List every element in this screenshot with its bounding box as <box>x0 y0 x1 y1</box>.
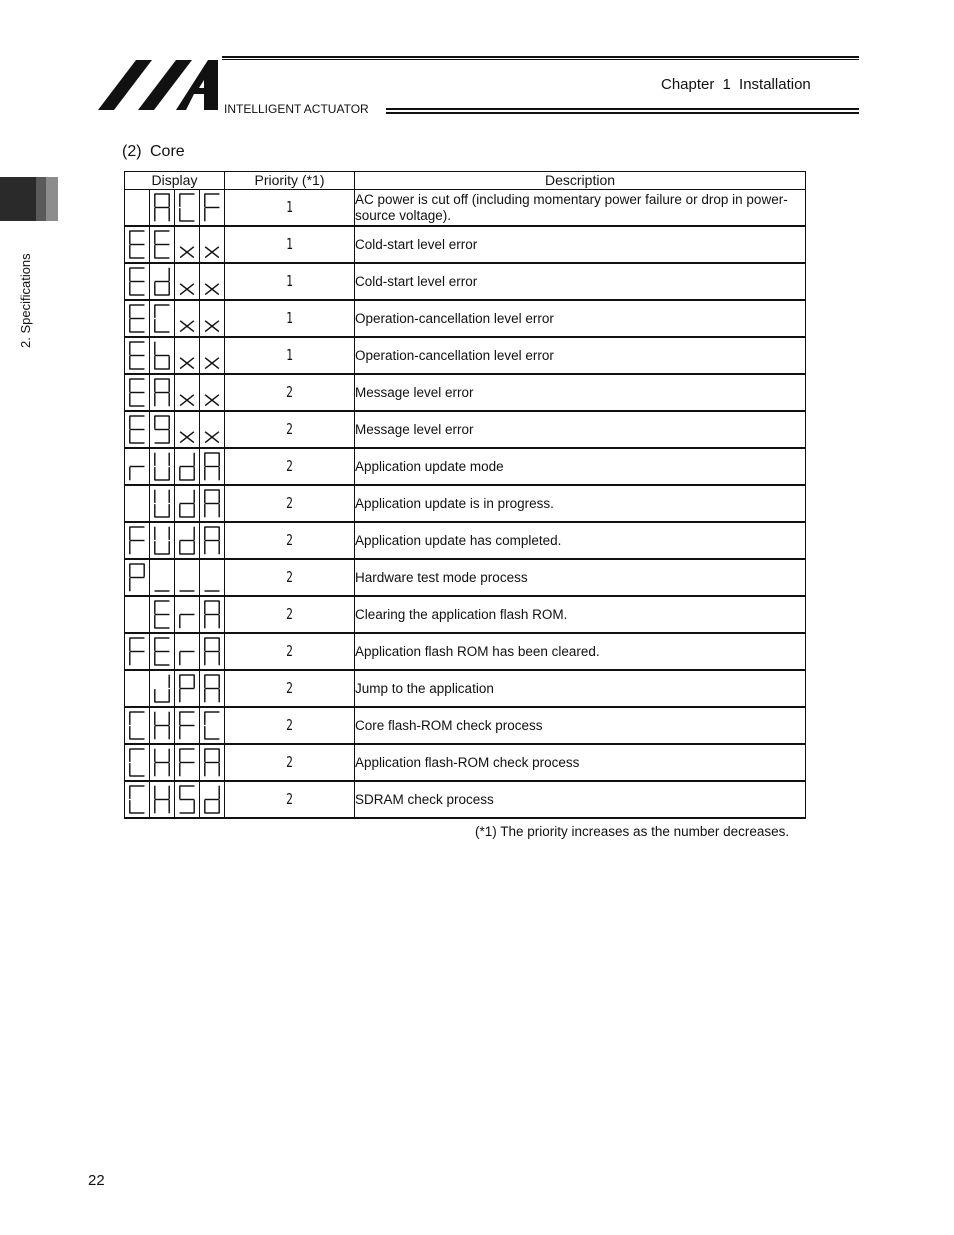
description-cell <box>355 596 806 633</box>
seven-segment-digit <box>128 635 146 668</box>
description-text: AC power is cut off (including momentary power failure or drop in power-source voltage). <box>355 191 788 223</box>
seven-segment-digit <box>128 450 146 483</box>
header-display: Display <box>125 172 225 190</box>
seven-segment-digit <box>128 376 146 409</box>
description-cell <box>355 522 806 559</box>
seven-segment-digit <box>153 487 171 520</box>
description-text: Application update has completed. <box>355 532 562 548</box>
display-digit-cell <box>150 633 175 670</box>
display-digit-cell <box>150 337 175 374</box>
description-text: Cold-start level error <box>355 236 478 252</box>
table-row <box>125 300 806 337</box>
table-row <box>125 374 806 411</box>
seven-segment-digit <box>203 635 221 668</box>
priority-cell <box>225 670 355 707</box>
description-cell <box>355 633 806 670</box>
description-cell <box>355 190 806 227</box>
description-text: Operation-cancellation level error <box>355 347 554 363</box>
seven-segment-digit <box>128 339 146 372</box>
description-text: Application update mode <box>355 458 504 474</box>
table-row <box>125 596 806 633</box>
seven-segment-digit <box>203 561 221 594</box>
display-digit-cell <box>150 300 175 337</box>
header-rule-top <box>222 56 859 60</box>
priority-cell <box>225 411 355 448</box>
display-digit-cell <box>150 485 175 522</box>
display-digit-cell <box>200 485 225 522</box>
description-text: Message level error <box>355 421 474 437</box>
company-name: INTELLIGENT ACTUATOR <box>224 102 369 116</box>
seven-segment-digit <box>203 376 221 409</box>
display-digit-cell <box>150 559 175 596</box>
seven-segment-digit <box>178 524 196 557</box>
display-digit-cell <box>125 448 150 485</box>
table-row <box>125 263 806 300</box>
chapter-side-tab <box>0 177 58 221</box>
display-digit-cell <box>150 226 175 263</box>
description-cell <box>355 374 806 411</box>
priority-value: 1 <box>286 272 293 290</box>
seven-segment-digit <box>203 709 221 742</box>
seven-segment-digit <box>203 265 221 298</box>
priority-value: 1 <box>286 198 293 216</box>
display-digit-cell <box>175 744 200 781</box>
priority-cell <box>225 781 355 818</box>
table-row <box>125 670 806 707</box>
display-digit-cell <box>125 300 150 337</box>
priority-cell <box>225 226 355 263</box>
display-digit-cell <box>150 670 175 707</box>
seven-segment-digit <box>203 302 221 335</box>
seven-segment-digit <box>128 561 146 594</box>
priority-cell <box>225 374 355 411</box>
priority-value: 1 <box>286 346 293 364</box>
display-digit-cell <box>200 633 225 670</box>
seven-segment-digit <box>178 376 196 409</box>
display-digit-cell <box>125 190 150 227</box>
display-digit-cell <box>125 707 150 744</box>
table-row <box>125 707 806 744</box>
page-number: 22 <box>88 1172 105 1189</box>
seven-segment-digit <box>178 709 196 742</box>
seven-segment-digit <box>128 524 146 557</box>
display-digit-cell <box>150 596 175 633</box>
display-digit-cell <box>175 337 200 374</box>
seven-segment-digit <box>153 672 171 705</box>
display-digit-cell <box>125 781 150 818</box>
section-title: (2) Core <box>122 143 185 160</box>
description-text: Hardware test mode process <box>355 569 528 585</box>
display-digit-cell <box>175 559 200 596</box>
priority-value: 2 <box>286 531 293 549</box>
seven-segment-digit <box>178 487 196 520</box>
seven-segment-digit <box>178 561 196 594</box>
priority-value: 2 <box>286 494 293 512</box>
display-digit-cell <box>175 633 200 670</box>
display-digit-cell <box>175 448 200 485</box>
priority-value: 2 <box>286 420 293 438</box>
description-cell <box>355 744 806 781</box>
seven-segment-digit <box>203 228 221 261</box>
seven-segment-digit <box>203 672 221 705</box>
display-digit-cell <box>150 263 175 300</box>
table-row <box>125 226 806 263</box>
display-digit-cell <box>200 670 225 707</box>
seven-segment-digit <box>153 635 171 668</box>
priority-cell <box>225 190 355 227</box>
seven-segment-digit <box>153 302 171 335</box>
display-digit-cell <box>200 263 225 300</box>
priority-cell <box>225 337 355 374</box>
table-row <box>125 448 806 485</box>
priority-cell <box>225 263 355 300</box>
priority-value: 2 <box>286 790 293 808</box>
display-digit-cell <box>200 226 225 263</box>
seven-segment-digit <box>178 450 196 483</box>
description-cell <box>355 337 806 374</box>
display-digit-cell <box>125 670 150 707</box>
priority-cell <box>225 559 355 596</box>
display-digit-cell <box>200 707 225 744</box>
seven-segment-digit <box>178 635 196 668</box>
seven-segment-digit <box>153 191 171 224</box>
description-text: Jump to the application <box>355 680 494 696</box>
display-digit-cell <box>125 522 150 559</box>
display-digit-cell <box>200 522 225 559</box>
seven-segment-digit <box>203 487 221 520</box>
seven-segment-digit <box>128 672 146 705</box>
display-digit-cell <box>125 374 150 411</box>
seven-segment-digit <box>178 783 196 816</box>
display-digit-cell <box>150 744 175 781</box>
priority-value: 2 <box>286 753 293 771</box>
seven-segment-digit <box>153 339 171 372</box>
seven-segment-digit <box>203 598 221 631</box>
priority-value: 2 <box>286 716 293 734</box>
iai-logo <box>96 58 220 112</box>
display-digit-cell <box>125 485 150 522</box>
display-digit-cell <box>175 781 200 818</box>
seven-segment-digit <box>153 783 171 816</box>
priority-cell <box>225 522 355 559</box>
display-digit-cell <box>200 337 225 374</box>
table-row <box>125 411 806 448</box>
table-row <box>125 559 806 596</box>
table-header-row <box>125 172 806 190</box>
priority-cell <box>225 744 355 781</box>
display-digit-cell <box>150 781 175 818</box>
display-digit-cell <box>125 559 150 596</box>
display-digit-cell <box>150 374 175 411</box>
display-digit-cell <box>200 190 225 227</box>
seven-segment-digit <box>178 746 196 779</box>
display-digit-cell <box>200 374 225 411</box>
display-digit-cell <box>125 226 150 263</box>
seven-segment-digit <box>128 302 146 335</box>
description-text: Clearing the application flash ROM. <box>355 606 568 622</box>
seven-segment-digit <box>153 746 171 779</box>
description-text: Application flash ROM has been cleared. <box>355 643 600 659</box>
priority-cell <box>225 448 355 485</box>
description-text: Core flash-ROM check process <box>355 717 543 733</box>
display-digit-cell <box>200 596 225 633</box>
seven-segment-digit <box>128 709 146 742</box>
seven-segment-digit <box>203 746 221 779</box>
seven-segment-digit <box>203 783 221 816</box>
seven-segment-digit <box>153 524 171 557</box>
display-digit-cell <box>150 707 175 744</box>
seven-segment-digit <box>128 265 146 298</box>
seven-segment-digit <box>153 413 171 446</box>
display-digit-cell <box>175 522 200 559</box>
description-text: SDRAM check process <box>355 791 494 807</box>
seven-segment-digit <box>153 709 171 742</box>
seven-segment-digit <box>178 672 196 705</box>
display-digit-cell <box>125 744 150 781</box>
priority-cell <box>225 300 355 337</box>
priority-cell <box>225 596 355 633</box>
seven-segment-digit <box>203 450 221 483</box>
seven-segment-digit <box>153 265 171 298</box>
display-digit-cell <box>125 596 150 633</box>
table-row <box>125 190 806 227</box>
seven-segment-digit <box>153 598 171 631</box>
display-digit-cell <box>175 263 200 300</box>
seven-segment-digit <box>153 561 171 594</box>
seven-segment-digit <box>178 302 196 335</box>
priority-value: 1 <box>286 235 293 253</box>
display-digit-cell <box>125 337 150 374</box>
seven-segment-digit <box>178 191 196 224</box>
description-text: Cold-start level error <box>355 273 478 289</box>
display-digit-cell <box>125 411 150 448</box>
description-cell <box>355 263 806 300</box>
display-digit-cell <box>150 190 175 227</box>
priority-value: 2 <box>286 642 293 660</box>
seven-segment-digit <box>178 265 196 298</box>
description-cell <box>355 411 806 448</box>
display-digit-cell <box>175 485 200 522</box>
display-digit-cell <box>200 781 225 818</box>
side-section-label: 2. Specifications <box>18 253 33 348</box>
priority-value: 1 <box>286 309 293 327</box>
display-digit-cell <box>175 374 200 411</box>
chapter-title: Chapter 1 Installation <box>661 76 811 93</box>
description-cell <box>355 226 806 263</box>
core-display-table <box>124 171 806 819</box>
table-row <box>125 337 806 374</box>
display-digit-cell <box>175 670 200 707</box>
table-row <box>125 744 806 781</box>
priority-value: 2 <box>286 679 293 697</box>
seven-segment-digit <box>203 413 221 446</box>
display-digit-cell <box>200 300 225 337</box>
seven-segment-digit <box>128 228 146 261</box>
priority-value: 2 <box>286 457 293 475</box>
seven-segment-digit <box>128 598 146 631</box>
description-cell <box>355 707 806 744</box>
display-digit-cell <box>150 448 175 485</box>
seven-segment-digit <box>178 598 196 631</box>
seven-segment-digit <box>203 339 221 372</box>
description-cell <box>355 485 806 522</box>
display-digit-cell <box>175 190 200 227</box>
display-digit-cell <box>150 411 175 448</box>
display-digit-cell <box>175 300 200 337</box>
seven-segment-digit <box>128 783 146 816</box>
display-digit-cell <box>200 448 225 485</box>
table-row <box>125 485 806 522</box>
priority-cell <box>225 707 355 744</box>
header-priority: Priority (*1) <box>225 172 355 190</box>
seven-segment-digit <box>203 524 221 557</box>
seven-segment-digit <box>203 191 221 224</box>
priority-value: 2 <box>286 605 293 623</box>
description-text: Application update is in progress. <box>355 495 554 511</box>
display-digit-cell <box>200 744 225 781</box>
priority-cell <box>225 485 355 522</box>
display-digit-cell <box>175 226 200 263</box>
seven-segment-digit <box>128 746 146 779</box>
seven-segment-digit <box>128 487 146 520</box>
seven-segment-digit <box>153 228 171 261</box>
display-digit-cell <box>125 263 150 300</box>
header-rule-bottom <box>386 108 859 114</box>
display-digit-cell <box>200 559 225 596</box>
display-digit-cell <box>200 411 225 448</box>
table-row <box>125 522 806 559</box>
description-cell <box>355 559 806 596</box>
description-cell <box>355 781 806 818</box>
seven-segment-digit <box>128 413 146 446</box>
display-digit-cell <box>175 596 200 633</box>
seven-segment-digit <box>178 413 196 446</box>
table-row <box>125 633 806 670</box>
seven-segment-digit <box>178 228 196 261</box>
footnote: (*1) The priority increases as the number decreases. <box>475 824 790 839</box>
display-digit-cell <box>125 633 150 670</box>
seven-segment-digit <box>128 191 146 224</box>
priority-cell <box>225 633 355 670</box>
description-cell <box>355 300 806 337</box>
description-cell <box>355 448 806 485</box>
table-row <box>125 781 806 818</box>
description-text: Operation-cancellation level error <box>355 310 554 326</box>
priority-value: 2 <box>286 568 293 586</box>
seven-segment-digit <box>153 376 171 409</box>
display-digit-cell <box>150 522 175 559</box>
display-digit-cell <box>175 707 200 744</box>
header-description: Description <box>355 172 806 190</box>
description-text: Application flash-ROM check process <box>355 754 580 770</box>
priority-value: 2 <box>286 383 293 401</box>
display-digit-cell <box>175 411 200 448</box>
seven-segment-digit <box>178 339 196 372</box>
seven-segment-digit <box>153 450 171 483</box>
description-text: Message level error <box>355 384 474 400</box>
description-cell <box>355 670 806 707</box>
